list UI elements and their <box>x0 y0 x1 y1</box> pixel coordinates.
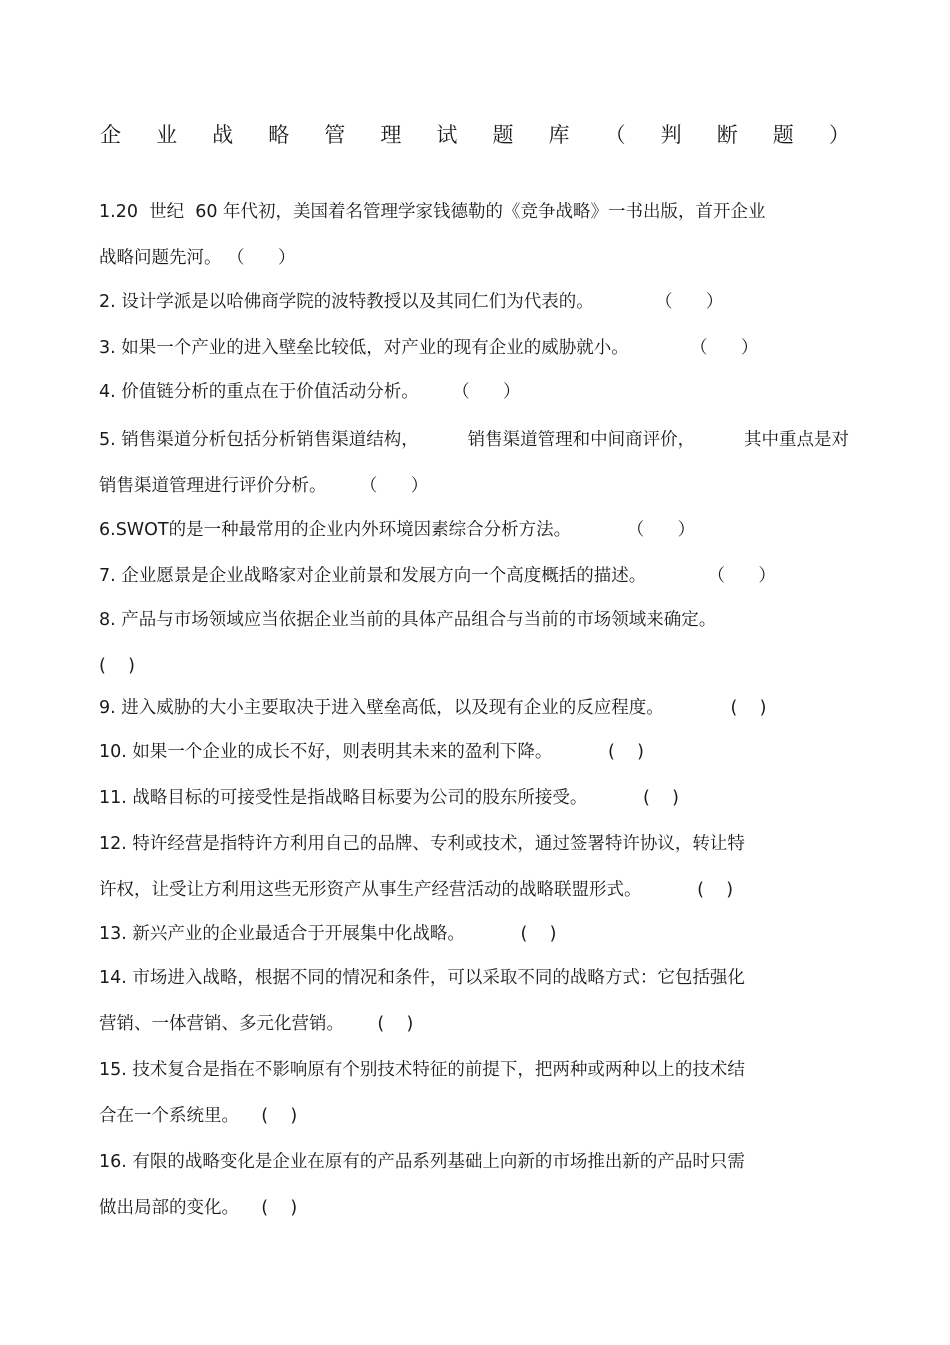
title-char: 战 <box>212 123 234 147</box>
question-15-line-2: 合在一个系统里。 ( ) <box>99 1106 298 1126</box>
question-8-line-1: 8. 产品与市场领域应当依据企业当前的具体产品组合与当前的市场领域来确定。 <box>99 610 717 630</box>
question-10: 10. 如果一个企业的成长不好，则表明其未来的盈利下降。 ( ) <box>99 742 644 762</box>
question-5-part: 5. 销售渠道分析包括分析销售渠道结构， <box>99 430 419 450</box>
question-5-part: 销售渠道管理和中间商评价， <box>467 430 696 450</box>
title-char: 题 <box>772 123 794 147</box>
title-char: 略 <box>268 123 290 147</box>
question-12-line-1: 12. 特许经营是指特许方利用自己的品牌、专利或技术，通过签署特许协议，转让特 <box>99 834 745 854</box>
question-11: 11. 战略目标的可接受性是指战略目标要为公司的股东所接受。 ( ) <box>99 788 679 808</box>
question-16-line-2: 做出局部的变化。 ( ) <box>99 1198 298 1218</box>
question-2: 2. 设计学派是以哈佛商学院的波特教授以及其同仁们为代表的。 （ ） <box>99 292 724 312</box>
title-char: 断 <box>716 123 738 147</box>
title-char: 判 <box>660 123 682 147</box>
question-1-line-2: 战略问题先河。 （ ） <box>99 248 296 268</box>
title-char: 试 <box>436 123 458 147</box>
question-3: 3. 如果一个产业的进入壁垒比较低，对产业的现有企业的威胁就小。 （ ） <box>99 338 759 358</box>
question-5-line-1 <box>99 428 849 452</box>
title-char: 理 <box>380 123 402 147</box>
title-char: 题 <box>492 123 514 147</box>
question-12-line-2: 许权，让受让方利用这些无形资产从事生产经营活动的战略联盟形式。 ( ) <box>99 880 734 900</box>
question-13: 13. 新兴产业的企业最适合于开展集中化战略。 ( ) <box>99 924 557 944</box>
question-14-line-2: 营销、一体营销、多元化营销。 ( ) <box>99 1014 414 1034</box>
title-char: 企 <box>100 123 121 147</box>
question-5-line-2: 销售渠道管理进行评价分析。 （ ） <box>99 476 429 496</box>
question-8-line-2: ( ) <box>99 656 135 676</box>
question-15-line-1: 15. 技术复合是指在不影响原有个别技术特征的前提下，把两种或两种以上的技术结 <box>99 1060 745 1080</box>
title-char: ） <box>828 123 850 147</box>
question-1-line-1: 1.20 世纪 60 年代初，美国着名管理学家钱德勒的《竞争战略》一书出版，首开企业 <box>99 202 766 222</box>
question-14-line-1: 14. 市场进入战略，根据不同的情况和条件，可以采取不同的战略方式：它包括强化 <box>99 968 745 988</box>
question-4: 4. 价值链分析的重点在于价值活动分析。 （ ） <box>99 382 521 402</box>
title-char: 库 <box>548 123 570 147</box>
question-6: 6.SWOT的是一种最常用的企业内外环境因素综合分析方法。 （ ） <box>99 520 696 540</box>
title-char: （ <box>604 123 626 147</box>
title-char: 业 <box>156 123 178 147</box>
question-5-part: 其中重点是对 <box>743 430 849 450</box>
question-16-line-1: 16. 有限的战略变化是企业在原有的产品系列基础上向新的市场推出新的产品时只需 <box>99 1152 745 1172</box>
question-7: 7. 企业愿景是企业战略家对企业前景和发展方向一个高度概括的描述。 （ ） <box>99 566 776 586</box>
question-9: 9. 进入威胁的大小主要取决于进入壁垒高低，以及现有企业的反应程度。 ( ) <box>99 698 767 718</box>
page-title <box>100 120 850 150</box>
title-char: 管 <box>324 123 346 147</box>
